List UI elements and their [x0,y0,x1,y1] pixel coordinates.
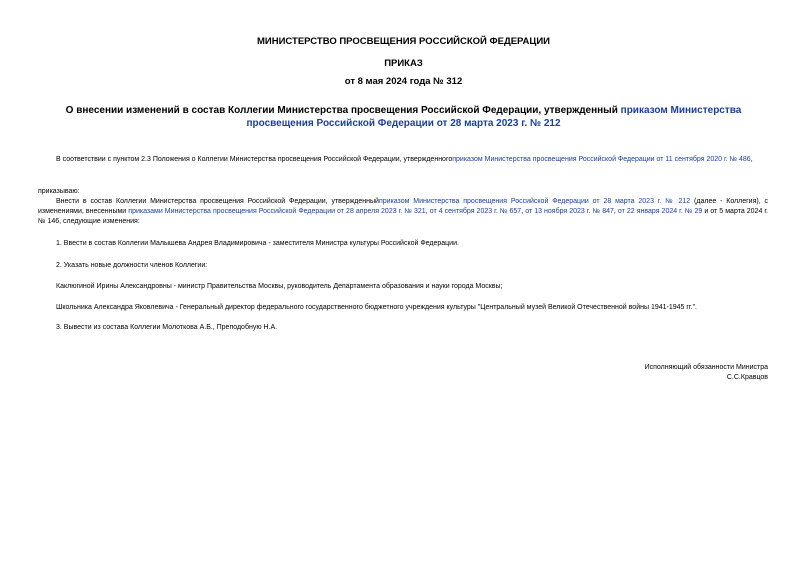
intro-text-2: (далее - Коллегия), с изменениями, внесенными [38,198,768,215]
document-type: ПРИКАЗ [384,58,423,69]
intro-link-order-847[interactable]: от 13 ноября 2023 г. № 847 [525,208,614,215]
list-item: 3. Вывести из состава Коллегии Молоткова А.Б., Преподобную Н.А. [56,324,278,331]
intro-text-1: Внести в состав Коллегии Министерства просвещения Российской Федерации, утвержденный [56,198,379,205]
list-item: 1. Ввести в состав Коллегии Малышева Андрея Владимировича - заместителя Министра культуры Российской Федерации. [56,240,459,247]
intro-sep-2: , [521,208,526,215]
intro-paragraph [38,197,768,227]
order-word: приказываю: [38,188,80,195]
basis-paragraph [38,155,768,165]
intro-link-order-29[interactable]: от 22 января 2024 г. № 29 [617,208,703,215]
intro-link-order-321[interactable]: приказами Министерства просвещения Российской Федерации от 28 апреля 2023 г. № 321 [128,208,426,215]
ministry-header: МИНИСТЕРСТВО ПРОСВЕЩЕНИЯ РОССИЙСКОЙ ФЕДЕРАЦИИ [256,36,551,47]
intro-text-3: и от 5 марта 2024 г. № 146, следующие изменения: [38,208,769,225]
list-item: 2. Указать новые должности членов Коллегии: [56,262,208,269]
intro-link-order-212[interactable]: приказом Министерства просвещения Российской Федерации от 28 марта 2023 г. № 212 [378,198,691,205]
basis-comma: , [750,156,753,163]
document-date: от 8 мая 2024 года № 312 [344,76,463,87]
signatory-position: Исполняющий обязанности Министра [644,364,768,371]
document-title [40,104,767,130]
list-item: Школьника Александра Яковлевича - Генеральный директор федерального государственного бюджетного учреждения культуры "Центральный музей Великой Отечественной войны 1941-1945 гг.". [56,304,697,311]
intro-link-order-657[interactable]: от 4 сентября 2023 г. № 657 [429,208,522,215]
title-order-link[interactable]: приказом Министерства просвещения Российской Федерации от 28 марта 2023 г. № 212 [246,105,742,129]
intro-sep-3: , [613,208,618,215]
basis-text: В соответствии с пунктом 2.3 Положения о Коллегии Министерства просвещения Российской Федерации, утвержденного [56,156,453,163]
basis-order-link[interactable]: приказом Министерства просвещения Российской Федерации от 11 сентября 2020 г. № 486 [452,156,751,163]
signatory-name: С.С.Кравцов [726,374,768,381]
title-text: О внесении изменений в состав Коллегии Министерства просвещения Российской Федерации, утвержденный [65,105,621,116]
list-item: Каклюгиной Ирины Александровны - министр Правительства Москвы, руководитель Департамента образования и науки города Москвы; [56,283,503,290]
intro-sep-1: , [425,208,430,215]
